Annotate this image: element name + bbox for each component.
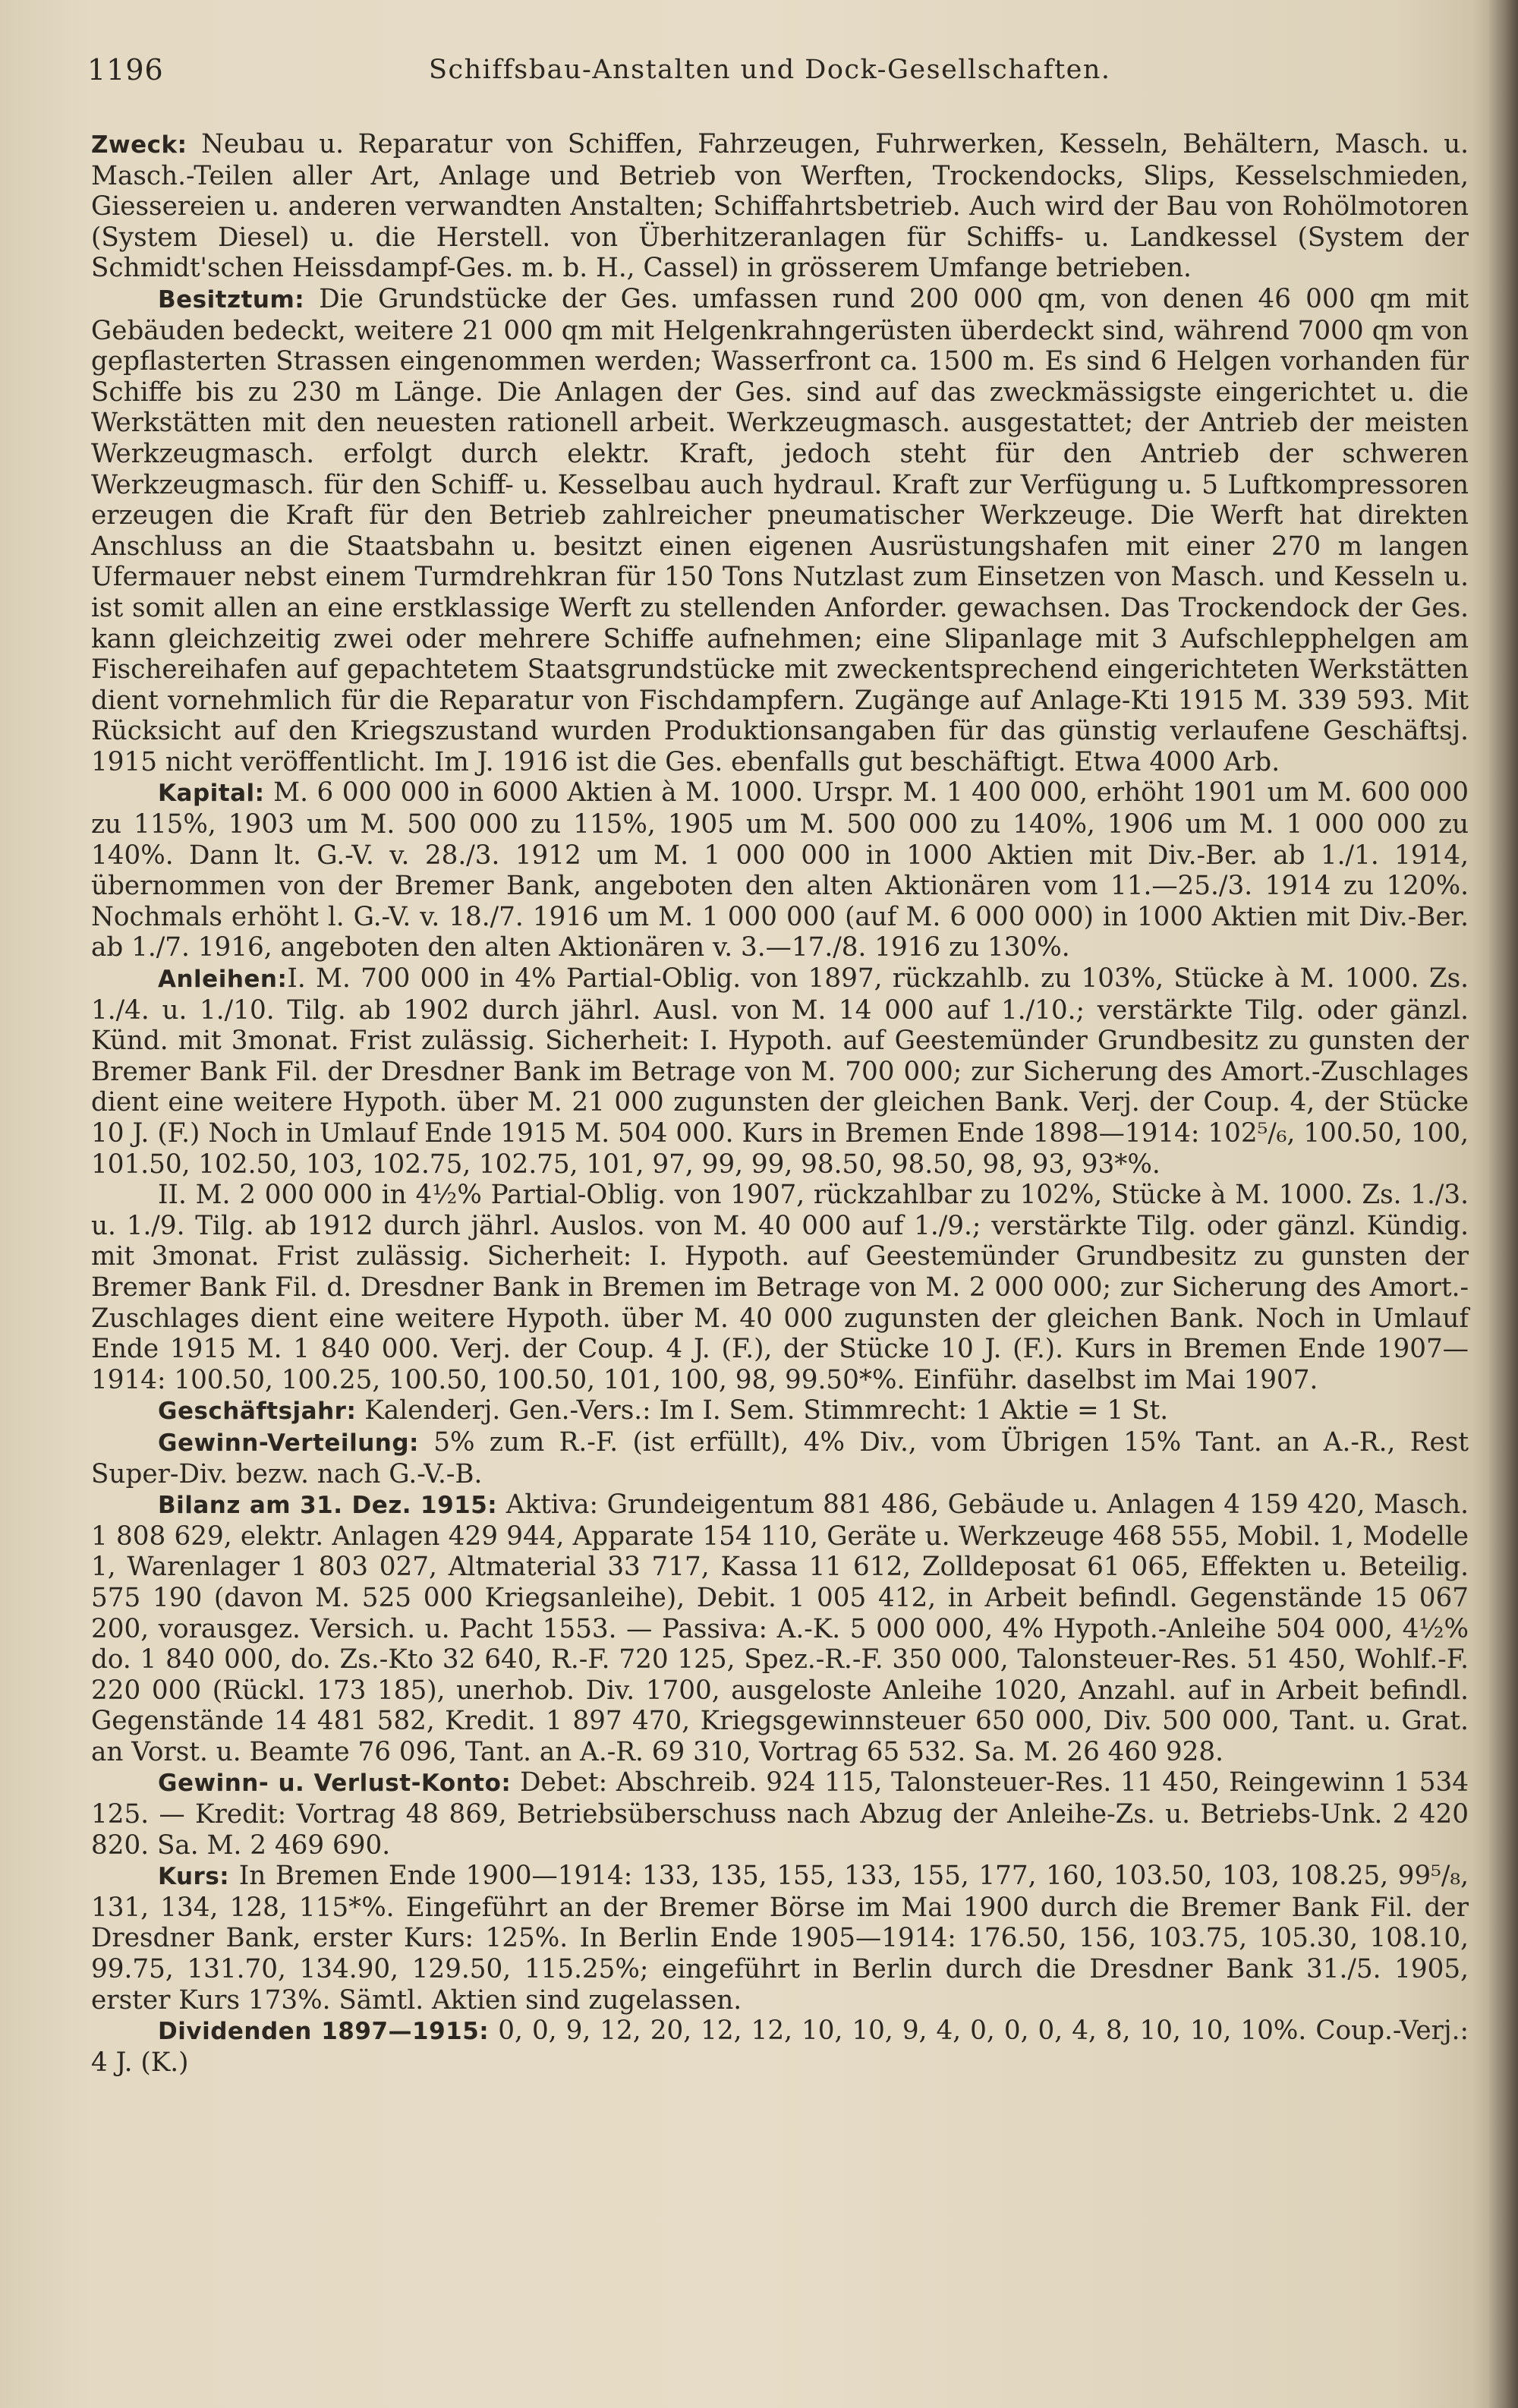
- section-gewinn-verteilung: [91, 1427, 1469, 1489]
- page-number: 1196: [87, 53, 164, 87]
- section-gewinn-verlust: [91, 1767, 1469, 1861]
- section-lead: Dividenden 1897—1915:: [158, 2018, 490, 2046]
- section-text: Neubau u. Reparatur von Schiffen, Fahrzeugen, Fuhrwerken, Kesseln, Behältern, Masch. u. Masch.-Teilen aller Art, Anlage und Betrieb von Werften, Trockendocks, Slips, Kesselschmieden, Giessereien u. anderen verwandten Anstalten; Schiffahrtsbetrieb. Auch wird der Bau von Rohölmotoren (System Diesel) u. die Herstell. von Überhitzeranlagen für Schiffs- u. Landkessel (System der Schmidt'schen Heissdampf-Ges. m. b. H., Cassel) in grösserem Umfange betrieben.: [91, 129, 1469, 284]
- section-kapital: [91, 777, 1469, 963]
- section-lead: Geschäftsjahr:: [158, 1398, 357, 1426]
- section-text: 5% zum R.-F. (ist erfüllt), 4% Div., vom Übrigen 15% Tant. an A.-R., Rest Super-Div. bezw. nach G.-V.-B.: [91, 1426, 1469, 1489]
- section-dividenden: [91, 2016, 1469, 2078]
- body-text: [91, 129, 1469, 2078]
- section-lead: Gewinn-Verteilung:: [158, 1429, 419, 1457]
- section-lead: Kurs:: [158, 1863, 230, 1891]
- page-header: [87, 53, 1476, 91]
- page-edge-shadow: [1488, 0, 1518, 2408]
- section-text: Kalenderj. Gen.-Vers.: Im I. Sem. Stimmrecht: 1 Aktie = 1 St.: [364, 1395, 1169, 1426]
- section-zweck: [91, 129, 1469, 284]
- section-text: Debet: Abschreib. 924 115, Talonsteuer-Res. 11 450, Reingewinn 1 534 125. — Kredit: Vortrag 48 869, Betriebsüberschuss nach Abzug der Anleihe-Zs. u. Betriebs-Unk. 2 420 820. Sa. M. 2 469 690.: [91, 1767, 1469, 1861]
- section-anleihen-i: [91, 963, 1469, 1180]
- section-text: In Bremen Ende 1900—1914: 133, 135, 155, 133, 155, 177, 160, 103.50, 103, 108.25, 99⁵/₈, 131, 134, 128, 115*%. Eingeführt an der Bremer Börse im Mai 1900 durch die Bremer Bank Fil. der Dresdner Bank, erster Kurs: 125%. In Berlin Ende 1905—1914: 176.50, 156, 103.75, 105.30, 108.10, 99.75, 131.70, 134.90, 129.50, 115.25%; eingeführt in Berlin durch die Dresdner Bank 31./5. 1905, erster Kurs 173%. Sämtl. Aktien sind zugelassen.: [91, 1861, 1469, 2016]
- section-text: Aktiva: Grundeigentum 881 486, Gebäude u. Anlagen 4 159 420, Masch. 1 808 629, elektr. Anlagen 429 944, Apparate 154 110, Geräte u. Werkzeuge 468 555, Mobil. 1, Modelle 1, Warenlager 1 803 027, Altmaterial 33 717, Kassa 11 612, Zolldeposat 61 065, Effekten u. Beteilig. 575 190 (davon M. 525 000 Kriegsanleihe), Debit. 1 005 412, in Arbeit befindl. Gegenstände 15 067 200, vorausgez. Versich. u. Pacht 1553. — Passiva: A.-K. 5 000 000, 4% Hypoth.-Anleihe 504 000, 4½% do. 1 840 000, do. Zs.-Kto 32 640, R.-F. 720 125, Spez.-R.-F. 350 000, Talonsteuer-Res. 51 450, Wohlf.-F. 220 000 (Rückl. 173 185), unerhob. Div. 1700, ausgeloste Anleihe 1020, Anzahl. auf in Arbeit befindl. Gegenstände 14 481 582, Kredit. 1 897 470, Kriegsgewinnsteuer 650 000, Div. 500 000, Tant. u. Grat. an Vorst. u. Beamte 76 096, Tant. an A.-R. 69 310, Vortrag 65 532. Sa. M. 26 460 928.: [91, 1489, 1469, 1767]
- section-lead: Bilanz am 31. Dez. 1915:: [158, 1492, 498, 1520]
- section-bilanz: [91, 1489, 1469, 1767]
- section-text: M. 6 000 000 in 6000 Aktien à M. 1000. Urspr. M. 1 400 000, erhöht 1901 um M. 600 000 zu 115%, 1903 um M. 500 000 zu 115%, 1905 um M. 500 000 zu 140%, 1906 um M. 1 000 000 zu 140%. Dann lt. G.-V. v. 28./3. 1912 um M. 1 000 000 in 1000 Aktien mit Div.-Ber. ab 1./1. 1914, übernommen von der Bremer Bank, angeboten den alten Aktionären vom 11.—25./3. 1914 zu 120%. Nochmals erhöht l. G.-V. v. 18./7. 1916 um M. 1 000 000 (auf M. 6 000 000) in 1000 Aktien mit Div.-Ber. ab 1./7. 1916, angeboten den alten Aktionären v. 3.—17./8. 1916 zu 130%.: [91, 777, 1469, 963]
- section-lead: Anleihen:: [158, 966, 288, 994]
- section-besitztum: [91, 284, 1469, 778]
- section-geschaeftsjahr: [91, 1395, 1469, 1427]
- section-lead: Kapital:: [158, 780, 265, 808]
- section-lead: Zweck:: [91, 131, 187, 159]
- section-lead: Besitztum:: [158, 285, 305, 314]
- section-kurs: [91, 1861, 1469, 2016]
- running-title: Schiffsbau-Anstalten und Dock-Gesellschaften.: [429, 55, 1111, 85]
- section-text: I. M. 700 000 in 4% Partial-Oblig. von 1897, rückzahlb. zu 103%, Stücke à M. 1000. Zs. 1./4. u. 1./10. Tilg. ab 1902 durch jährl. Ausl. von M. 14 000 auf 1./10.; verstärkte Tilg. oder gänzl. Künd. mit 3monat. Frist zulässig. Sicherheit: I. Hypoth. auf Geestemünder Grundbesitz zu gunsten der Bremer Bank Fil. der Dresdner Bank im Betrage von M. 700 000; zur Sicherung des Amort.-Zuschlages dient eine weitere Hypoth. über M. 21 000 zugunsten der gleichen Bank. Verj. der Coup. 4, der Stücke 10 J. (F.) Noch in Umlauf Ende 1915 M. 504 000. Kurs in Bremen Ende 1898—1914: 102⁵/₆, 100.50, 100, 101.50, 102.50, 103, 102.75, 102.75, 101, 97, 99, 99, 98.50, 98.50, 98, 93, 93*%.: [91, 963, 1469, 1180]
- section-text: Die Grundstücke der Ges. umfassen rund 200 000 qm, von denen 46 000 qm mit Gebäuden bedeckt, weitere 21 000 qm mit Helgenkrahngerüsten überdeckt sind, während 7000 qm von gepflasterten Strassen eingenommen werden; Wasserfront ca. 1500 m. Es sind 6 Helgen vorhanden für Schiffe bis zu 230 m Länge. Die Anlagen der Ges. sind auf das zweckmässigste eingerichtet u. die Werkstätten mit den neuesten rationell arbeit. Werkzeugmasch. ausgestattet; der Antrieb der meisten Werkzeugmasch. erfolgt durch elektr. Kraft, jedoch steht für den Antrieb der schweren Werkzeugmasch. für den Schiff- u. Kesselbau auch hydraul. Kraft zur Verfügung u. 5 Luftkompressoren erzeugen die Kraft für den Betrieb zahlreicher pneumatischer Werkzeuge. Die Werft hat direkten Anschluss an die Staatsbahn u. besitzt einen eigenen Ausrüstungshafen mit einer 270 m langen Ufermauer nebst einem Turmdrehkran für 150 Tons Nutzlast zum Einsetzen von Masch. und Kesseln u. ist somit allen an eine erstklassige Werft zu stellenden Anforder. gewachsen. Das Trockendock der Ges. kann gleichzeitig zwei oder mehrere Schiffe aufnehmen; eine Slipanlage mit 3 Aufschlepphelgen am Fischereihafen auf gepachtetem Staatsgrundstücke mit zweckentsprechend eingerichteten Werkstätten dient vornehmlich für die Reparatur von Fischdampfern. Zugänge auf Anlage-Kti 1915 M. 339 593. Mit Rücksicht auf den Kriegszustand wurden Produktionsangaben für das günstig verlaufene Geschäftsj. 1915 nicht veröffentlicht. Im J. 1916 ist die Ges. ebenfalls gut beschäftigt. Etwa 4000 Arb.: [91, 283, 1469, 777]
- section-text: II. M. 2 000 000 in 4½% Partial-Oblig. von 1907, rückzahlbar zu 102%, Stücke à M. 1000. Zs. 1./3. u. 1./9. Tilg. ab 1912 durch jährl. Auslos. von M. 40 000 auf 1./9.; verstärkte Tilg. oder gänzl. Kündig. mit 3monat. Frist zulässig. Sicherheit: I. Hypoth. auf Geestemünder Grundbesitz zu gunsten der Bremer Bank Fil. d. Dresdner Bank in Bremen im Betrage von M. 2 000 000; zur Sicherung des Amort.-Zuschlages dient eine weitere Hypoth. über M. 40 000 zugunsten der gleichen Bank. Noch in Umlauf Ende 1915 M. 1 840 000. Verj. der Coup. 4 J. (F.), der Stücke 10 J. (F.). Kurs in Bremen Ende 1907—1914: 100.50, 100.25, 100.50, 100.50, 101, 100, 98, 99.50*%. Einführ. daselbst im Mai 1907.: [91, 1180, 1469, 1395]
- section-text: 0, 0, 9, 12, 20, 12, 12, 10, 10, 9, 4, 0, 0, 0, 4, 8, 10, 10, 10%. Coup.-Verj.: 4 J. (K.): [91, 2016, 1469, 2078]
- section-anleihen-ii: [91, 1180, 1469, 1395]
- section-lead: Gewinn- u. Verlust-Konto:: [158, 1770, 512, 1798]
